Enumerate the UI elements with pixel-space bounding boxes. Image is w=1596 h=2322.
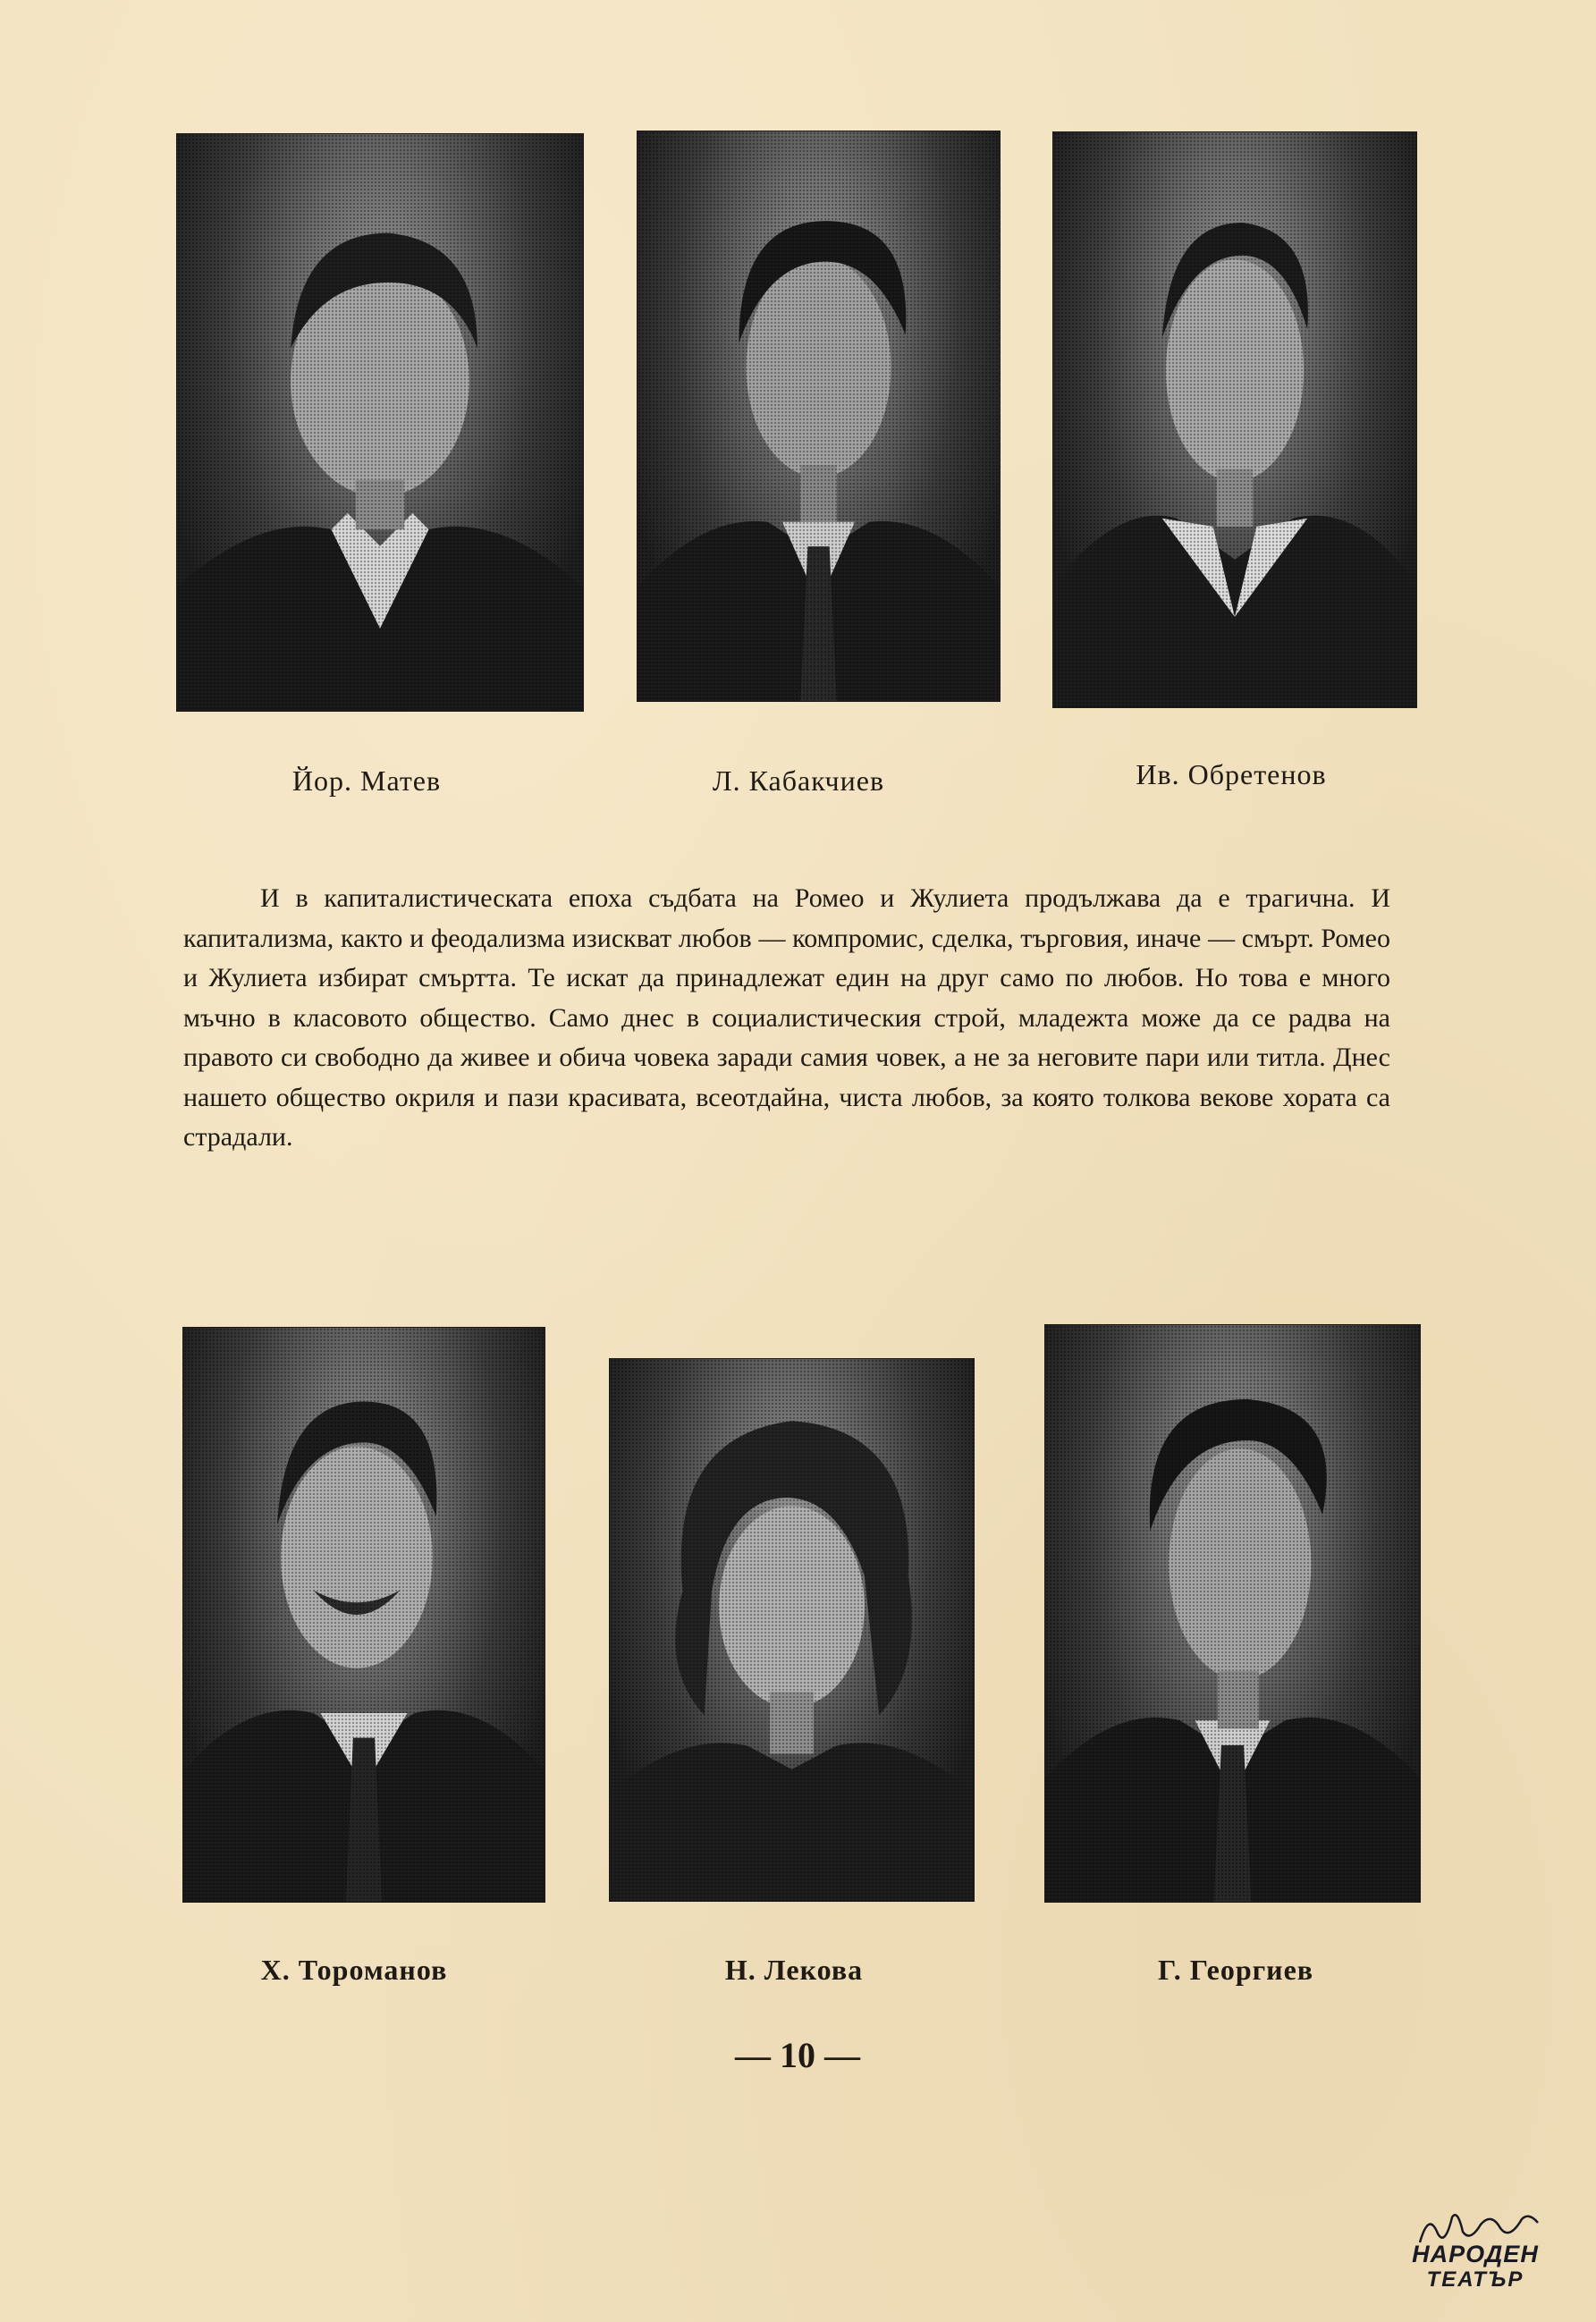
stamp-line-2: ТЕАТЪР bbox=[1426, 2267, 1524, 2292]
portrait-photo-lekova bbox=[610, 1359, 974, 1901]
theatre-stamp bbox=[1395, 2207, 1556, 2296]
caption-georgiev: Г. Георгиев bbox=[1157, 1954, 1314, 1986]
portrait-photo-obretenov bbox=[1053, 132, 1416, 707]
paragraph-text: И в капиталистическата епоха съдбата на Ромео и Жулиета продължава да е трагична. И капитализма, както и феодализма изискват любов — компромис, сделка, търговия, иначе — смърт. Ромео и Жулиета избират смъртта. Те искат да принадлежат един на друг само по любов. Но това е много мъчно в класовото общество. Само днес в социалистическия строй, младежта може да се радва на правото си свободно да живее и обича човека заради самия човек, а не за неговите пари или титла. Днес нашето общество окриля и пази красивата, всеотдайна, чиста любов, за която толкова векове хората са страдали. bbox=[183, 883, 1390, 1152]
stamp-line-1: НАРОДЕН bbox=[1412, 2241, 1539, 2267]
body-paragraph bbox=[183, 879, 1390, 1158]
portrait-photo-toromanov bbox=[183, 1328, 545, 1902]
caption-kabakchiev: Л. Кабакчиев bbox=[712, 764, 885, 797]
portrait-photo-matev bbox=[177, 134, 583, 711]
page-number: — 10 — bbox=[735, 2035, 860, 2075]
caption-matev: Йор. Матев bbox=[291, 764, 442, 797]
portrait-photo-georgiev bbox=[1045, 1325, 1420, 1902]
caption-lekova: Н. Лекова bbox=[724, 1954, 864, 1986]
caption-obretenov: Ив. Обретенов bbox=[1136, 758, 1327, 790]
caption-toromanov: Х. Тороманов bbox=[260, 1954, 448, 1986]
portrait-photo-kabakchiev bbox=[638, 131, 1000, 701]
